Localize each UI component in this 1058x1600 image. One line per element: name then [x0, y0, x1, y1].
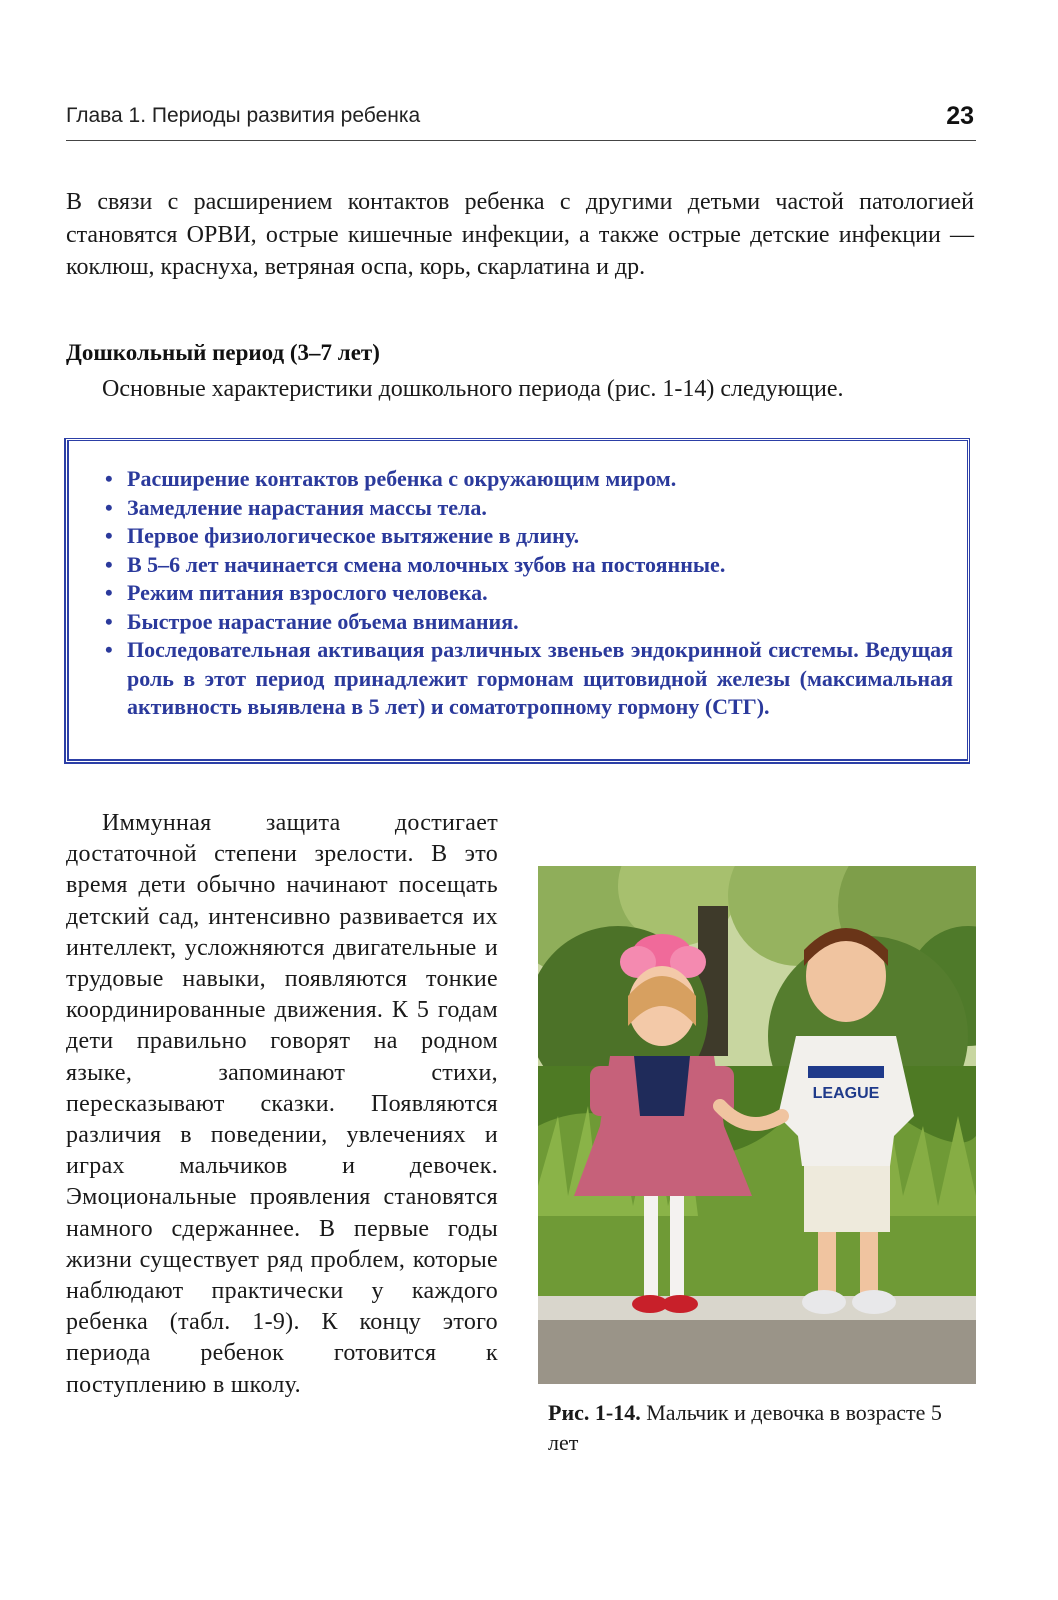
list-item: • Первое физиологическое вытяжение в длину.	[105, 522, 953, 551]
intro-paragraph: В связи с расширением контактов ребенка с другими детьми частой патологией становятся ОРВИ, острые кишечные инфекции, а также острые детские инфекции — коклюш, краснуха, ветряная оспа, корь, скарлатина и др.	[66, 189, 974, 280]
page-number: 23	[946, 102, 974, 130]
chapter-title: Глава 1. Периоды развития ребенка	[66, 104, 421, 127]
list-item: • Режим питания взрослого человека.	[105, 579, 953, 608]
characteristics-list	[105, 465, 953, 722]
characteristics-box	[64, 438, 970, 764]
body-paragraph: Иммунная защита достигает достаточной степени зрелости. В это время дети обычно начинают посещать детский сад, интенсивно развивается их интеллект, усложняются двигательные и трудовые навыки, появляются тонкие координированные движения. К 5 годам дети правильно говорят на родном языке, запоминают стихи, пересказывают сказки. Появляются различия в поведении, увлечениях и играх мальчиков и девочек. Эмоциональные проявления становятся намного сдержаннее. В первые годы жизни существует ряд проблем, которые наблюдают практически у каждого ребенка (табл. 1-9). К концу этого периода ребенок готовится к поступлению в школу.	[66, 810, 498, 1398]
figure-caption	[548, 1398, 968, 1458]
section-heading: Дошкольный период (3–7 лет)	[66, 340, 380, 365]
children-photo	[538, 866, 976, 1384]
figure-label: Рис. 1-14.	[548, 1400, 641, 1425]
list-item: • Быстрое нарастание объема внимания.	[105, 608, 953, 637]
list-item: • Расширение контактов ребенка с окружающим миром.	[105, 465, 953, 494]
running-header	[66, 102, 976, 141]
shirt-print: LEAGUE	[812, 1085, 880, 1102]
list-item: • Замедление нарастания массы тела.	[105, 494, 953, 523]
list-item: • В 5–6 лет начинается смена молочных зубов на постоянные.	[105, 551, 953, 580]
figure-caption-text: Мальчик и девочка в возрасте 5 лет	[548, 1400, 942, 1455]
section-lead: Основные характеристики дошкольного периода (рис. 1-14) следующие.	[102, 376, 844, 402]
list-item: • Последовательная активация различных звеньев эндокринной системы. Ведущая роль в этот период принадлежит гормонам щитовидной железы (максимальная активность выявлена в 5 лет) и соматотропному гормону (СТГ).	[105, 636, 953, 722]
